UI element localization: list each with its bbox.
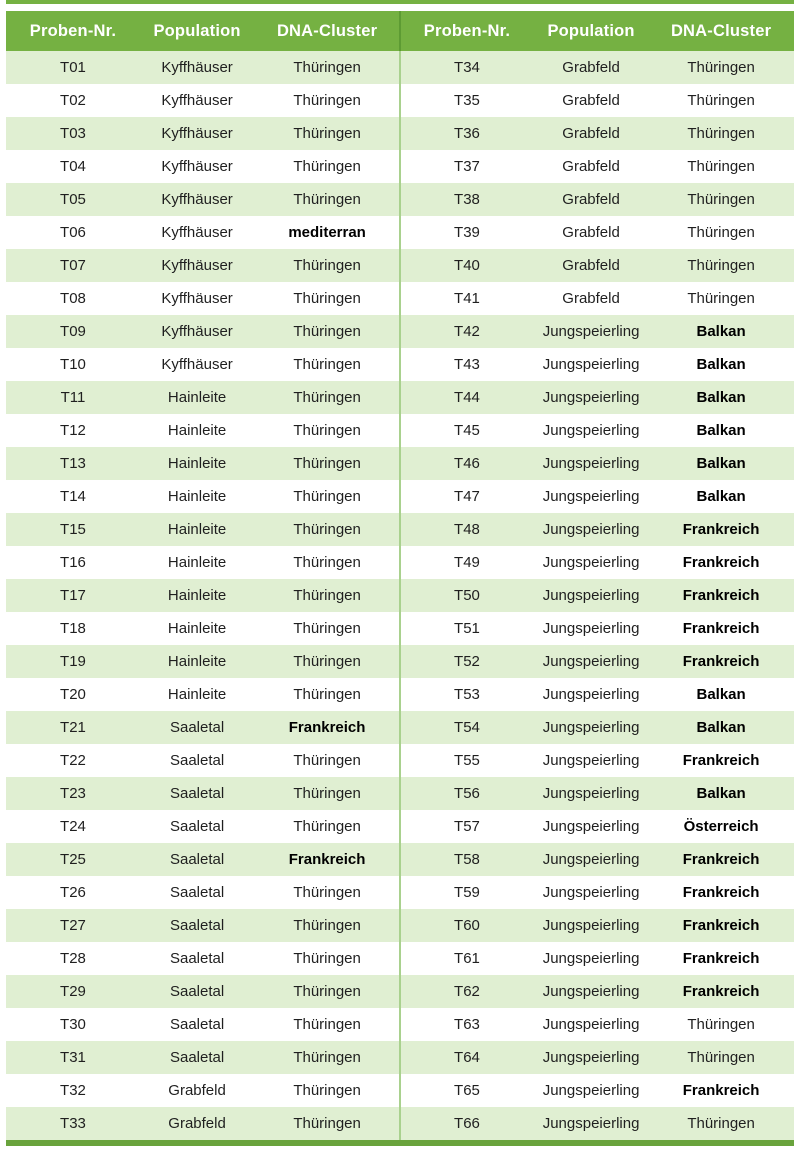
cell-population: Grabfeld [168,1082,226,1099]
table-row [6,1074,400,1107]
cell-dna-cluster: Österreich [683,818,759,835]
cell-population: Jungspeierling [542,356,640,373]
cell-proben-nr: T64 [454,1049,480,1066]
cell-population: Hainleite [167,488,227,505]
cell-proben-nr: T09 [60,323,86,340]
table-row [6,909,400,942]
cell-dna-cluster: mediterran [288,224,366,241]
cell-population: Jungspeierling [542,1049,640,1066]
right-table [400,11,794,1140]
cell-population: Jungspeierling [542,785,640,802]
cell-proben-nr: T65 [454,1082,480,1099]
cell-population: Kyffhäuser [161,191,233,208]
table-row [400,678,794,711]
cell-dna-cluster: Thüringen [293,983,361,1000]
cell-proben-nr: T16 [60,554,86,571]
table-row [6,51,400,84]
table-row [6,84,400,117]
cell-proben-nr: T60 [454,917,480,934]
table-row [400,711,794,744]
cell-population: Saaletal [169,785,225,802]
cell-dna-cluster: Thüringen [293,158,361,175]
cell-dna-cluster: Frankreich [682,851,760,868]
table-row [400,51,794,84]
cell-proben-nr: T01 [60,59,86,76]
cell-population: Jungspeierling [542,818,640,835]
right-table-header-row [400,11,794,51]
cell-population: Jungspeierling [542,587,640,604]
table-row [6,645,400,678]
cell-dna-cluster: Frankreich [288,851,366,868]
cell-proben-nr: T29 [60,983,86,1000]
cell-proben-nr: T31 [60,1049,86,1066]
cell-proben-nr: T21 [60,719,86,736]
cell-population: Jungspeierling [542,1016,640,1033]
cell-population: Saaletal [169,719,225,736]
cell-proben-nr: T63 [454,1016,480,1033]
cell-proben-nr: T12 [60,422,86,439]
table-row [6,381,400,414]
table-row [400,744,794,777]
cell-population: Jungspeierling [542,719,640,736]
cell-dna-cluster: Thüringen [293,686,361,703]
cell-population: Jungspeierling [542,752,640,769]
cell-dna-cluster: Frankreich [682,587,760,604]
cell-dna-cluster: Thüringen [293,389,361,406]
cell-population: Jungspeierling [542,950,640,967]
cell-dna-cluster: Thüringen [293,92,361,109]
cell-population: Saaletal [169,950,225,967]
cell-dna-cluster: Balkan [696,389,746,406]
table-row [400,315,794,348]
cell-population: Hainleite [167,620,227,637]
table-row [400,777,794,810]
cell-dna-cluster: Thüringen [687,224,755,241]
cell-dna-cluster: Frankreich [682,1082,760,1099]
cell-dna-cluster: Thüringen [293,554,361,571]
table-row [6,711,400,744]
table-row [6,612,400,645]
cell-population: Saaletal [169,1016,225,1033]
cell-population: Jungspeierling [542,1115,640,1132]
cell-proben-nr: T14 [60,488,86,505]
cell-dna-cluster: Thüringen [293,818,361,835]
right-table-body [400,51,794,1140]
cell-proben-nr: T25 [60,851,86,868]
cell-population: Jungspeierling [542,983,640,1000]
cell-dna-cluster: Thüringen [293,653,361,670]
cell-dna-cluster: Thüringen [687,59,755,76]
header-cell-proben-nr: Proben-Nr. [423,21,511,40]
cell-proben-nr: T43 [454,356,480,373]
cell-dna-cluster: Thüringen [293,323,361,340]
left-table-body [6,51,400,1140]
cell-population: Jungspeierling [542,884,640,901]
cell-population: Grabfeld [562,158,620,175]
cell-population: Saaletal [169,917,225,934]
cell-dna-cluster: Thüringen [687,191,755,208]
cell-proben-nr: T15 [60,521,86,538]
cell-proben-nr: T45 [454,422,480,439]
cell-proben-nr: T46 [454,455,480,472]
cell-dna-cluster: Thüringen [293,1049,361,1066]
table-row [400,810,794,843]
cell-dna-cluster: Thüringen [293,191,361,208]
cell-proben-nr: T62 [454,983,480,1000]
cell-population: Jungspeierling [542,653,640,670]
cell-proben-nr: T55 [454,752,480,769]
header-cell-proben-nr: Proben-Nr. [29,21,117,40]
table-row [6,777,400,810]
header-cell-dna-cluster: DNA-Cluster [670,21,772,40]
cell-proben-nr: T42 [454,323,480,340]
cell-dna-cluster: Balkan [696,719,746,736]
cell-proben-nr: T08 [60,290,86,307]
table-row [6,150,400,183]
cell-dna-cluster: Thüringen [293,521,361,538]
table-row [6,117,400,150]
cell-dna-cluster: Thüringen [687,1115,755,1132]
cell-dna-cluster: Thüringen [293,356,361,373]
header-cell-population: Population [153,21,241,40]
table-row [6,447,400,480]
cell-dna-cluster: Frankreich [682,554,760,571]
table-row [6,513,400,546]
cell-population: Grabfeld [168,1115,226,1132]
cell-proben-nr: T22 [60,752,86,769]
cell-population: Hainleite [167,389,227,406]
cell-proben-nr: T03 [60,125,86,142]
cell-dna-cluster: Frankreich [682,884,760,901]
table-row [400,84,794,117]
cell-population: Hainleite [167,554,227,571]
cell-dna-cluster: Balkan [696,785,746,802]
cell-dna-cluster: Thüringen [293,59,361,76]
cell-population: Kyffhäuser [161,125,233,142]
cell-dna-cluster: Frankreich [682,983,760,1000]
cell-proben-nr: T58 [454,851,480,868]
cell-population: Hainleite [167,521,227,538]
table-row [6,744,400,777]
cell-dna-cluster: Thüringen [687,125,755,142]
cell-proben-nr: T11 [60,389,86,406]
cell-dna-cluster: Thüringen [293,422,361,439]
cell-proben-nr: T56 [454,785,480,802]
table-row [400,975,794,1008]
tables-container [6,11,794,1140]
table-row [6,876,400,909]
table-row [6,183,400,216]
cell-proben-nr: T07 [60,257,86,274]
cell-dna-cluster: Thüringen [293,950,361,967]
cell-population: Kyffhäuser [161,59,233,76]
table-row [6,216,400,249]
table-row [6,249,400,282]
table-row [400,216,794,249]
cell-proben-nr: T10 [60,356,86,373]
cell-population: Kyffhäuser [161,224,233,241]
cell-population: Jungspeierling [542,1082,640,1099]
cell-proben-nr: T26 [60,884,86,901]
cell-proben-nr: T17 [60,587,86,604]
cell-population: Hainleite [167,653,227,670]
header-cell-population: Population [547,21,635,40]
cell-dna-cluster: Balkan [696,488,746,505]
cell-population: Hainleite [167,587,227,604]
cell-proben-nr: T57 [454,818,480,835]
table-row [400,876,794,909]
cell-proben-nr: T02 [60,92,86,109]
cell-population: Jungspeierling [542,686,640,703]
cell-population: Saaletal [169,818,225,835]
cell-proben-nr: T40 [454,257,480,274]
cell-proben-nr: T05 [60,191,86,208]
cell-dna-cluster: Frankreich [288,719,366,736]
table-row [400,117,794,150]
cell-population: Grabfeld [562,92,620,109]
cell-dna-cluster: Thüringen [687,257,755,274]
cell-population: Kyffhäuser [161,356,233,373]
cell-dna-cluster: Thüringen [687,158,755,175]
cell-population: Grabfeld [562,59,620,76]
table-row [400,579,794,612]
cell-population: Jungspeierling [542,851,640,868]
cell-proben-nr: T38 [454,191,480,208]
table-row [6,282,400,315]
cell-proben-nr: T04 [60,158,86,175]
cell-proben-nr: T06 [60,224,86,241]
cell-population: Hainleite [167,455,227,472]
table-row [6,843,400,876]
table-row [6,1008,400,1041]
table-row [400,1008,794,1041]
cell-dna-cluster: Frankreich [682,620,760,637]
cell-dna-cluster: Balkan [696,323,746,340]
cell-population: Jungspeierling [542,554,640,571]
table-row [6,315,400,348]
table-row [400,447,794,480]
cell-proben-nr: T52 [454,653,480,670]
cell-dna-cluster: Thüringen [687,1049,755,1066]
table-row [400,183,794,216]
cell-population: Kyffhäuser [161,257,233,274]
cell-population: Jungspeierling [542,521,640,538]
cell-dna-cluster: Frankreich [682,752,760,769]
cell-proben-nr: T20 [60,686,86,703]
cell-proben-nr: T35 [454,92,480,109]
table-row [400,249,794,282]
cell-population: Saaletal [169,851,225,868]
table-row [6,975,400,1008]
cell-population: Hainleite [167,422,227,439]
table-row [400,282,794,315]
table-row [400,1041,794,1074]
table-row [6,414,400,447]
cell-proben-nr: T18 [60,620,86,637]
cell-population: Jungspeierling [542,422,640,439]
cell-population: Grabfeld [562,257,620,274]
table-row [6,579,400,612]
left-table-header-row [6,11,400,51]
cell-population: Jungspeierling [542,488,640,505]
cell-dna-cluster: Balkan [696,422,746,439]
cell-population: Grabfeld [562,191,620,208]
cell-dna-cluster: Thüringen [687,1016,755,1033]
cell-proben-nr: T50 [454,587,480,604]
cell-population: Kyffhäuser [161,290,233,307]
cell-dna-cluster: Thüringen [687,290,755,307]
cell-dna-cluster: Thüringen [293,257,361,274]
table-row [6,678,400,711]
cell-proben-nr: T36 [454,125,480,142]
cell-dna-cluster: Frankreich [682,521,760,538]
cell-dna-cluster: Thüringen [293,884,361,901]
table-row [6,810,400,843]
cell-population: Jungspeierling [542,455,640,472]
cell-dna-cluster: Thüringen [293,125,361,142]
cell-dna-cluster: Thüringen [293,1115,361,1132]
table-row [400,942,794,975]
cell-dna-cluster: Thüringen [293,488,361,505]
cell-proben-nr: T24 [60,818,86,835]
table-row [6,1107,400,1140]
cell-proben-nr: T23 [60,785,86,802]
left-table [6,11,400,1140]
cell-proben-nr: T47 [454,488,480,505]
cell-population: Saaletal [169,884,225,901]
cell-dna-cluster: Thüringen [293,785,361,802]
table-row [400,381,794,414]
cell-dna-cluster: Frankreich [682,950,760,967]
cell-dna-cluster: Thüringen [293,752,361,769]
cell-proben-nr: T34 [454,59,480,76]
cell-proben-nr: T49 [454,554,480,571]
cell-dna-cluster: Balkan [696,356,746,373]
cell-population: Hainleite [167,686,227,703]
cell-dna-cluster: Thüringen [293,1082,361,1099]
cell-dna-cluster: Balkan [696,686,746,703]
header-cell-dna-cluster: DNA-Cluster [276,21,378,40]
header-gap [0,4,800,11]
table-row [400,612,794,645]
cell-dna-cluster: Frankreich [682,653,760,670]
cell-population: Jungspeierling [542,323,640,340]
cell-proben-nr: T44 [454,389,480,406]
table-row [6,480,400,513]
cell-population: Kyffhäuser [161,158,233,175]
table-row [400,513,794,546]
cell-dna-cluster: Frankreich [682,917,760,934]
cell-proben-nr: T33 [60,1115,86,1132]
cell-population: Grabfeld [562,224,620,241]
table-row [400,1074,794,1107]
cell-population: Saaletal [169,752,225,769]
table-row [400,1107,794,1140]
cell-proben-nr: T13 [60,455,86,472]
cell-dna-cluster: Thüringen [293,1016,361,1033]
cell-population: Kyffhäuser [161,323,233,340]
cell-proben-nr: T30 [60,1016,86,1033]
cell-proben-nr: T66 [454,1115,480,1132]
cell-dna-cluster: Thüringen [293,620,361,637]
cell-population: Saaletal [169,983,225,1000]
table-row [400,645,794,678]
table-row [6,348,400,381]
cell-proben-nr: T59 [454,884,480,901]
table-row [6,1041,400,1074]
table-row [400,909,794,942]
cell-proben-nr: T27 [60,917,86,934]
cell-proben-nr: T37 [454,158,480,175]
cell-population: Jungspeierling [542,620,640,637]
cell-proben-nr: T28 [60,950,86,967]
cell-proben-nr: T41 [454,290,480,307]
cell-dna-cluster: Balkan [696,455,746,472]
cell-proben-nr: T54 [454,719,480,736]
table-row [400,843,794,876]
cell-population: Grabfeld [562,125,620,142]
cell-proben-nr: T61 [454,950,480,967]
table-row [400,348,794,381]
cell-dna-cluster: Thüringen [687,92,755,109]
table-row [400,480,794,513]
cell-population: Kyffhäuser [161,92,233,109]
cell-proben-nr: T32 [60,1082,86,1099]
cell-proben-nr: T19 [60,653,86,670]
cell-population: Saaletal [169,1049,225,1066]
cell-dna-cluster: Thüringen [293,290,361,307]
table-row [6,942,400,975]
cell-proben-nr: T53 [454,686,480,703]
cell-proben-nr: T39 [454,224,480,241]
table-row [6,546,400,579]
cell-population: Grabfeld [562,290,620,307]
cell-dna-cluster: Thüringen [293,587,361,604]
table-row [400,150,794,183]
cell-population: Jungspeierling [542,389,640,406]
cell-dna-cluster: Thüringen [293,917,361,934]
cell-proben-nr: T48 [454,521,480,538]
cell-proben-nr: T51 [454,620,480,637]
cell-population: Jungspeierling [542,917,640,934]
table-row [400,546,794,579]
table-row [400,414,794,447]
cell-dna-cluster: Thüringen [293,455,361,472]
table-bottom-border [6,1140,794,1146]
